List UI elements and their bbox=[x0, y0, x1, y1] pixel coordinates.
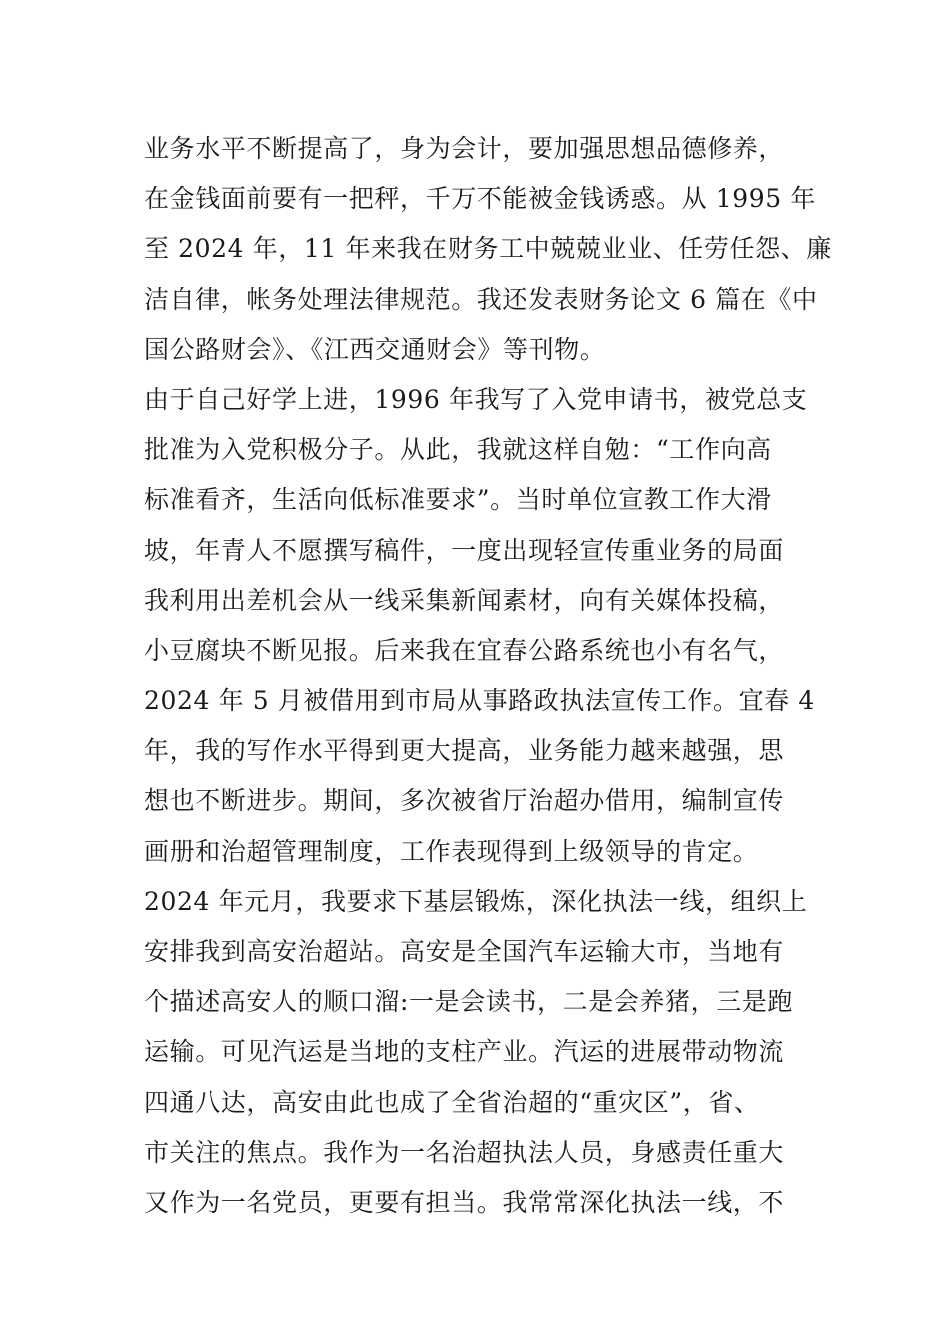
text-line: 批准为入党积极分子。从此，我就这样自勉：“工作向高 bbox=[144, 435, 772, 465]
text-line: 业务水平不断提高了，身为会计，要加强思想品德修养， bbox=[144, 134, 785, 163]
text-line: 标准看齐，生活向低标准要求”。当时单位宣教工作大滑 bbox=[144, 485, 772, 515]
text-line: 在金钱面前要有一把秤，千万不能被金钱诱惑。从 1995 年 bbox=[144, 184, 816, 214]
text-line: 画册和治超管理制度，工作表现得到上级领导的肯定。 bbox=[144, 836, 759, 866]
text-line: 市关注的焦点。我作为一名治超执法人员，身感责任重大 bbox=[144, 1137, 785, 1167]
text-line: 个描述高安人的顺口溜:一是会读书，二是会养猪，三是跑 bbox=[144, 987, 794, 1017]
text-line: 坡，年青人不愿撰写稿件，一度出现轻宣传重业务的局面 bbox=[144, 535, 785, 565]
text-line: 国公路财会》、《江西交通财会》等刊物。 bbox=[144, 334, 606, 364]
text-line: 我利用出差机会从一线采集新闻素材，向有关媒体投稿， bbox=[144, 585, 785, 615]
text-line: 2024 年 5 月被借用到市局从事路政执法宣传工作。宜春 4 bbox=[144, 686, 815, 716]
text-line: 安排我到高安治超站。高安是全国汽车运输大市，当地有 bbox=[144, 937, 785, 966]
text-line: 运输。可见汽运是当地的支柱产业。汽运的进展带动物流 bbox=[144, 1037, 785, 1067]
text-line: 四通八达，高安由此也成了全省治超的“重灾区”，省、 bbox=[144, 1087, 760, 1117]
text-line: 又作为一名党员，更要有担当。我常常深化执法一线，不 bbox=[144, 1187, 785, 1217]
text-line: 2024 年元月，我要求下基层锻炼，深化执法一线，组织上 bbox=[144, 886, 808, 916]
text-line: 由于自己好学上进，1996 年我写了入党申请书，被党总支 bbox=[144, 384, 808, 414]
text-line: 想也不断进步。期间，多次被省厅治超办借用，编制宣传 bbox=[144, 786, 785, 816]
text-line: 洁自律，帐务处理法律规范。我还发表财务论文 6 篇在《中 bbox=[144, 284, 818, 314]
text-line: 年，我的写作水平得到更大提高，业务能力越来越强，思 bbox=[144, 736, 785, 766]
text-line: 至 2024 年，11 年来我在财务工中兢兢业业、任劳任怨、廉 bbox=[144, 234, 832, 264]
text-line: 小豆腐块不断见报。后来我在宜春公路系统也小有名气， bbox=[144, 635, 785, 665]
document-body bbox=[144, 124, 832, 1228]
